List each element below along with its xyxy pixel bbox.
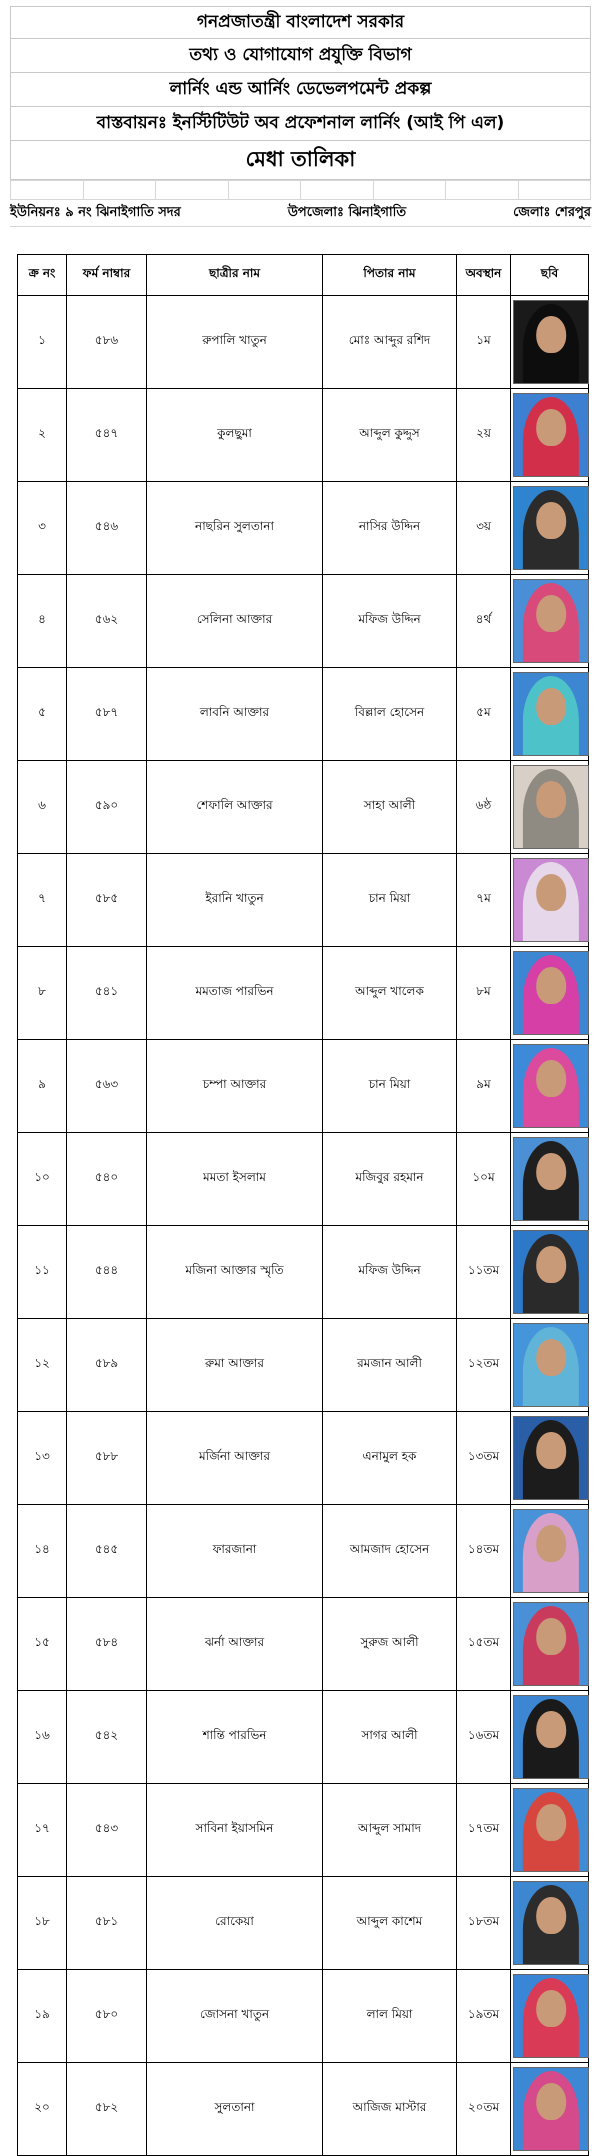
table-row	[18, 1598, 589, 1691]
student-photo	[513, 1323, 589, 1407]
form-number-cell: ৫৪০	[67, 1133, 147, 1226]
photo-face	[536, 1990, 566, 2028]
rank-cell: ৬ষ্ঠ	[457, 761, 511, 854]
table-row	[18, 2063, 589, 2156]
table-row	[18, 1040, 589, 1133]
father-name-cell: সুরুজ আলী	[323, 1598, 457, 1691]
header-rank: অবস্থান	[457, 255, 511, 296]
photo-face	[536, 1060, 566, 1098]
serial-cell: ১৭	[18, 1784, 67, 1877]
serial-cell: ২০	[18, 2063, 67, 2156]
student-name-cell: রোকেয়া	[147, 1877, 323, 1970]
father-name-cell: রমজান আলী	[323, 1319, 457, 1412]
rank-cell: ৮ম	[457, 947, 511, 1040]
father-name-cell: এনামুল হক	[323, 1412, 457, 1505]
photo-cell	[511, 482, 589, 575]
student-name-cell: জোসনা খাতুন	[147, 1970, 323, 2063]
photo-face	[536, 595, 566, 633]
table-row	[18, 389, 589, 482]
photo-cell	[511, 1970, 589, 2063]
upazila-label: উপজেলাঃ ঝিনাইগাতি	[287, 204, 407, 220]
form-number-cell: ৫৪৫	[67, 1505, 147, 1598]
photo-face	[536, 1897, 566, 1935]
rank-cell: ১ম	[457, 296, 511, 389]
rank-cell: ৭ম	[457, 854, 511, 947]
student-name-cell: কুলছুমা	[147, 389, 323, 482]
empty-grid-row	[10, 180, 591, 200]
table-row	[18, 761, 589, 854]
father-name-cell: মফিজ উদ্দিন	[323, 575, 457, 668]
rank-cell: ১০ম	[457, 1133, 511, 1226]
student-photo	[513, 1509, 589, 1593]
student-photo	[513, 1788, 589, 1872]
form-number-cell: ৫৮৭	[67, 668, 147, 761]
header-photo: ছবি	[511, 255, 589, 296]
serial-cell: ১৬	[18, 1691, 67, 1784]
serial-cell: ৬	[18, 761, 67, 854]
student-photo	[513, 1137, 589, 1221]
serial-cell: ৭	[18, 854, 67, 947]
serial-cell: ৩	[18, 482, 67, 575]
form-number-cell: ৫৮২	[67, 2063, 147, 2156]
implementer-title: বাস্তবায়নঃ ইনস্টিটিউট অব প্রফেশনাল লার্নিং (আই পি এল)	[11, 107, 591, 141]
table-row	[18, 668, 589, 761]
father-name-cell: সাগর আলী	[323, 1691, 457, 1784]
header-serial: ক্র নং	[18, 255, 67, 296]
rank-cell: ১৫তম	[457, 1598, 511, 1691]
table-row	[18, 947, 589, 1040]
photo-face	[536, 409, 566, 447]
photo-cell	[511, 1877, 589, 1970]
photo-face	[536, 688, 566, 726]
rank-cell: ৫ম	[457, 668, 511, 761]
table-row	[18, 1505, 589, 1598]
form-number-cell: ৫৮১	[67, 1877, 147, 1970]
father-name-cell: বিল্লাল হোসেন	[323, 668, 457, 761]
student-photo	[513, 765, 589, 849]
student-photo	[513, 300, 589, 384]
rank-cell: ১২তম	[457, 1319, 511, 1412]
form-number-cell: ৫৪৬	[67, 482, 147, 575]
photo-face	[536, 1246, 566, 1284]
father-name-cell: মোঃ আব্দুর রশিদ	[323, 296, 457, 389]
rank-cell: ১৯তম	[457, 1970, 511, 2063]
photo-cell	[511, 1133, 589, 1226]
serial-cell: ১৮	[18, 1877, 67, 1970]
project-title: লার্নিং এন্ড আর্নিং ডেভেলপমেন্ট প্রকল্প	[11, 73, 591, 107]
father-name-cell: আব্দুল কুদ্দুস	[323, 389, 457, 482]
student-photo	[513, 579, 589, 663]
header-block	[10, 6, 591, 180]
table-body	[18, 296, 589, 2156]
student-photo	[513, 1602, 589, 1686]
rank-cell: ২য়	[457, 389, 511, 482]
form-number-cell: ৫৪৩	[67, 1784, 147, 1877]
table-row	[18, 482, 589, 575]
government-title: গনপ্রজাতন্ত্রী বাংলাদেশ সরকার	[11, 7, 591, 39]
form-number-cell: ৫৬৩	[67, 1040, 147, 1133]
photo-cell	[511, 1784, 589, 1877]
table-row	[18, 1784, 589, 1877]
district-label: জেলাঃ শেরপুর	[513, 204, 591, 220]
spacer	[10, 227, 591, 254]
student-name-cell: মজিনা আক্তার স্মৃতি	[147, 1226, 323, 1319]
table-row	[18, 1133, 589, 1226]
student-photo	[513, 672, 589, 756]
photo-cell	[511, 296, 589, 389]
form-number-cell: ৫৪১	[67, 947, 147, 1040]
table-row	[18, 1412, 589, 1505]
table-row	[18, 854, 589, 947]
serial-cell: ১৪	[18, 1505, 67, 1598]
rank-cell: ১৩তম	[457, 1412, 511, 1505]
photo-cell	[511, 1691, 589, 1784]
form-number-cell: ৫৪২	[67, 1691, 147, 1784]
rank-cell: ১৬তম	[457, 1691, 511, 1784]
photo-cell	[511, 668, 589, 761]
photo-face	[536, 967, 566, 1005]
rank-cell: ৯ম	[457, 1040, 511, 1133]
photo-cell	[511, 1319, 589, 1412]
form-number-cell: ৫৮৯	[67, 1319, 147, 1412]
photo-face	[536, 1153, 566, 1191]
photo-cell	[511, 947, 589, 1040]
student-name-cell: ইরানি খাতুন	[147, 854, 323, 947]
student-name-cell: শেফালি আক্তার	[147, 761, 323, 854]
table-row	[18, 1319, 589, 1412]
merit-table	[17, 254, 589, 2156]
form-number-cell: ৫৮০	[67, 1970, 147, 2063]
rank-cell: ১১তম	[457, 1226, 511, 1319]
serial-cell: ১০	[18, 1133, 67, 1226]
father-name-cell: নাসির উদ্দিন	[323, 482, 457, 575]
merit-list-title: মেধা তালিকা	[11, 141, 591, 180]
table-row	[18, 1226, 589, 1319]
ministry-title: তথ্য ও যোগাযোগ প্রযুক্তি বিভাগ	[11, 39, 591, 73]
student-name-cell: মর্জিনা আক্তার	[147, 1412, 323, 1505]
photo-cell	[511, 1040, 589, 1133]
serial-cell: ৯	[18, 1040, 67, 1133]
father-name-cell: চান মিয়া	[323, 1040, 457, 1133]
photo-cell	[511, 575, 589, 668]
serial-cell: ৮	[18, 947, 67, 1040]
serial-cell: ১৫	[18, 1598, 67, 1691]
student-name-cell: সেলিনা আক্তার	[147, 575, 323, 668]
photo-face	[536, 1339, 566, 1377]
student-photo	[513, 486, 589, 570]
photo-face	[536, 316, 566, 354]
rank-cell: ৩য়	[457, 482, 511, 575]
photo-face	[536, 1711, 566, 1749]
photo-cell	[511, 1598, 589, 1691]
father-name-cell: মজিবুর রহমান	[323, 1133, 457, 1226]
table-row	[18, 1970, 589, 2063]
location-row	[10, 200, 591, 227]
serial-cell: ৫	[18, 668, 67, 761]
serial-cell: ৪	[18, 575, 67, 668]
student-name-cell: ফারজানা	[147, 1505, 323, 1598]
form-number-cell: ৫৮৫	[67, 854, 147, 947]
table-row	[18, 296, 589, 389]
father-name-cell: আব্দুল কাশেম	[323, 1877, 457, 1970]
photo-face	[536, 2083, 566, 2121]
serial-cell: ১	[18, 296, 67, 389]
photo-cell	[511, 1412, 589, 1505]
father-name-cell: আজিজ মাস্টার	[323, 2063, 457, 2156]
header-form-number: ফর্ম নাম্বার	[67, 255, 147, 296]
father-name-cell: মফিজ উদ্দিন	[323, 1226, 457, 1319]
father-name-cell: আব্দুল সামাদ	[323, 1784, 457, 1877]
student-name-cell: সুলতানা	[147, 2063, 323, 2156]
student-name-cell: শান্তি পারভিন	[147, 1691, 323, 1784]
form-number-cell: ৫৪৭	[67, 389, 147, 482]
serial-cell: ১২	[18, 1319, 67, 1412]
student-photo	[513, 1881, 589, 1965]
photo-face	[536, 1618, 566, 1656]
union-label: ইউনিয়নঃ ৯ নং ঝিনাইগাতি সদর	[10, 204, 181, 220]
form-number-cell: ৫৪৪	[67, 1226, 147, 1319]
table-row	[18, 1691, 589, 1784]
serial-cell: ১৯	[18, 1970, 67, 2063]
photo-cell	[511, 389, 589, 482]
serial-cell: ২	[18, 389, 67, 482]
photo-face	[536, 1804, 566, 1842]
student-name-cell: রুমা আক্তার	[147, 1319, 323, 1412]
student-name-cell: রুপালি খাতুন	[147, 296, 323, 389]
photo-cell	[511, 854, 589, 947]
photo-face	[536, 1525, 566, 1563]
photo-face	[536, 1432, 566, 1470]
table-row	[18, 1877, 589, 1970]
student-name-cell: লাবনি আক্তার	[147, 668, 323, 761]
header-father-name: পিতার নাম	[323, 255, 457, 296]
student-photo	[513, 1974, 589, 2058]
form-number-cell: ৫৮৪	[67, 1598, 147, 1691]
rank-cell: ১৮তম	[457, 1877, 511, 1970]
form-number-cell: ৫৮৮	[67, 1412, 147, 1505]
table-header-row	[18, 255, 589, 296]
header-student-name: ছাত্রীর নাম	[147, 255, 323, 296]
photo-face	[536, 781, 566, 819]
father-name-cell: আমজাদ হোসেন	[323, 1505, 457, 1598]
serial-cell: ১১	[18, 1226, 67, 1319]
father-name-cell: চান মিয়া	[323, 854, 457, 947]
rank-cell: ২০তম	[457, 2063, 511, 2156]
student-photo	[513, 1695, 589, 1779]
father-name-cell: সাহা আলী	[323, 761, 457, 854]
student-photo	[513, 1044, 589, 1128]
student-photo	[513, 393, 589, 477]
student-photo	[513, 951, 589, 1035]
form-number-cell: ৫৬২	[67, 575, 147, 668]
form-number-cell: ৫৯০	[67, 761, 147, 854]
student-name-cell: চম্পা আক্তার	[147, 1040, 323, 1133]
student-name-cell: মমতাজ পারভিন	[147, 947, 323, 1040]
student-name-cell: নাছরিন সুলতানা	[147, 482, 323, 575]
student-photo	[513, 2067, 589, 2151]
student-name-cell: ঝর্না আক্তার	[147, 1598, 323, 1691]
student-name-cell: মমতা ইসলাম	[147, 1133, 323, 1226]
student-photo	[513, 858, 589, 942]
table-row	[18, 575, 589, 668]
photo-face	[536, 502, 566, 540]
photo-cell	[511, 2063, 589, 2156]
form-number-cell: ৫৮৬	[67, 296, 147, 389]
student-name-cell: সাবিনা ইয়াসমিন	[147, 1784, 323, 1877]
photo-cell	[511, 761, 589, 854]
serial-cell: ১৩	[18, 1412, 67, 1505]
photo-cell	[511, 1226, 589, 1319]
photo-face	[536, 874, 566, 912]
photo-cell	[511, 1505, 589, 1598]
student-photo	[513, 1230, 589, 1314]
rank-cell: ১৭তম	[457, 1784, 511, 1877]
father-name-cell: লাল মিয়া	[323, 1970, 457, 2063]
rank-cell: ৪র্থ	[457, 575, 511, 668]
rank-cell: ১৪তম	[457, 1505, 511, 1598]
student-photo	[513, 1416, 589, 1500]
father-name-cell: আব্দুল খালেক	[323, 947, 457, 1040]
